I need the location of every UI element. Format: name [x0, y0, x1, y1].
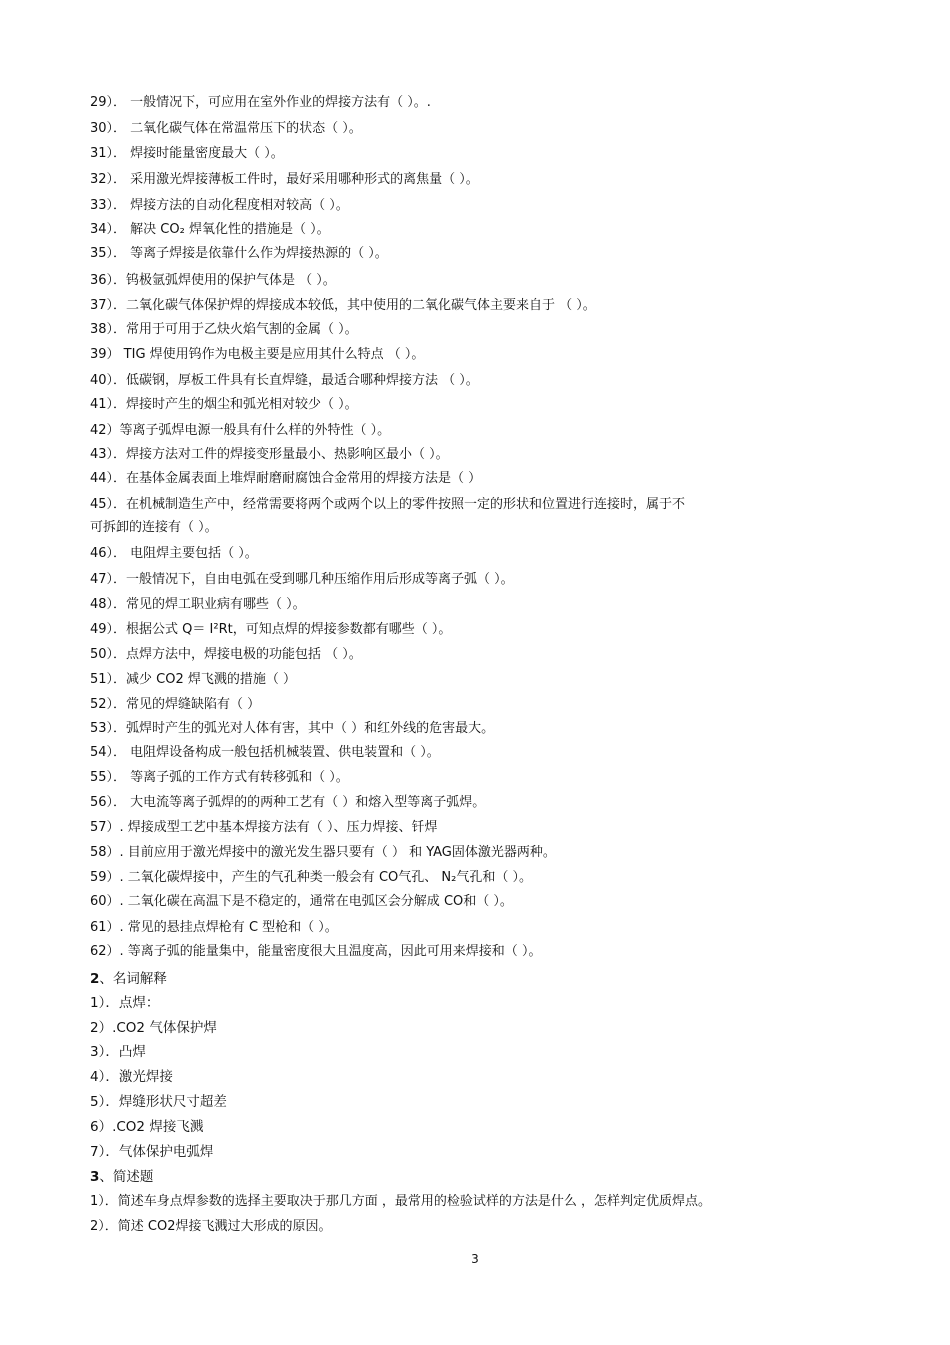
question-53: 53）．弧焊时产生的弧光对人体有害，其中（ ）和红外线的危害最大。: [90, 721, 495, 736]
question-36: 36）．钨极氩弧焊使用的保护气体是 （ ）。: [90, 273, 336, 288]
definition-item-6: 6）.CO2 焊接飞溅: [90, 1119, 204, 1135]
question-35: 35）． 等离子焊接是依靠什么作为焊接热源的（ ）。: [90, 246, 388, 261]
question-34: 34）． 解决 CO₂ 焊氧化性的措施是（ ）。: [90, 222, 330, 237]
question-61: 61）. 常见的悬挂点焊枪有 C 型枪和（ ）。: [90, 920, 338, 935]
question-47: 47）．一般情况下，自由电弧在受到哪几种压缩作用后形成等离子弧（ ）。: [90, 572, 514, 587]
question-32: 32）． 采用激光焊接薄板工件时，最好采用哪种形式的离焦量（ ）。: [90, 172, 479, 187]
question-45: 45）．在机械制造生产中，经常需要将两个或两个以上的零件按照一定的形状和位置进行连接时，属于不: [90, 497, 686, 512]
question-54: 54）． 电阻焊设备构成一般包括机械装置、供电装置和（ ）。: [90, 745, 440, 760]
section-heading-essays: 3、简述题: [90, 1169, 154, 1185]
question-30: 30）． 二氧化碳气体在常温常压下的状态（ ）。: [90, 121, 362, 136]
question-52: 52）．常见的焊缝缺陷有（ ）: [90, 697, 261, 712]
question-49: 49）．根据公式 Q＝ I²Rt，可知点焊的焊接参数都有哪些（ ）。: [90, 622, 452, 637]
question-59: 59）. 二氧化碳焊接中，产生的气孔种类一般会有 CO气孔、 N₂气孔和（ ）。: [90, 870, 532, 885]
question-56: 56）． 大电流等离子弧焊的的两种工艺有（ ）和熔入型等离子弧焊。: [90, 795, 486, 810]
definition-item-2: 2）.CO2 气体保护焊: [90, 1020, 217, 1036]
definition-item-5: 5）．焊缝形状尺寸超差: [90, 1094, 227, 1110]
section-heading-definitions: 2、名词解释: [90, 971, 167, 987]
question-31: 31）． 焊接时能量密度最大（ ）。: [90, 146, 284, 161]
question-37: 37）．二氧化碳气体保护焊的焊接成本较低，其中使用的二氧化碳气体主要来自于 （ ）。: [90, 298, 596, 313]
question-62: 62）. 等离子弧的能量集中，能量密度很大且温度高，因此可用来焊接和（ ）。: [90, 944, 542, 959]
essay-item-2: 2）．简述 CO2焊接飞溅过大形成的原因。: [90, 1219, 332, 1234]
question-38: 38）．常用于可用于乙炔火焰气割的金属（ ）。: [90, 322, 358, 337]
question-45-continuation: 可拆卸的连接有（ ）。: [90, 520, 218, 535]
question-55: 55）． 等离子弧的工作方式有转移弧和（ ）。: [90, 770, 349, 785]
question-57: 57）. 焊接成型工艺中基本焊接方法有（ ）、压力焊接、钎焊: [90, 820, 438, 835]
question-58: 58）. 目前应用于激光焊接中的激光发生器只要有（ ） 和 YAG固体激光器两种。: [90, 845, 556, 860]
question-42: 42）等离子弧焊电源一般具有什么样的外特性（ ）。: [90, 423, 391, 438]
question-29: 29）． 一般情况下，可应用在室外作业的焊接方法有（ ）。.: [90, 95, 431, 110]
definition-item-3: 3）．凸焊: [90, 1044, 146, 1060]
question-50: 50）．点焊方法中，焊接电极的功能包括 （ ）。: [90, 647, 362, 662]
question-46: 46）． 电阻焊主要包括（ ）。: [90, 546, 258, 561]
definition-item-1: 1）．点焊：: [90, 995, 160, 1011]
essay-item-1: 1）．简述车身点焊参数的选择主要取决于那几方面 ，最常用的检验试样的方法是什么 ，怎样判定优质焊点。: [90, 1194, 712, 1209]
question-43: 43）．焊接方法对工件的焊接变形量最小、热影响区最小（ ）。: [90, 447, 449, 462]
question-51: 51）．减少 CO2 焊飞溅的措施（ ）: [90, 672, 297, 687]
question-44: 44）．在基体金属表面上堆焊耐磨耐腐蚀合金常用的焊接方法是（ ）: [90, 471, 482, 486]
definition-item-7: 7）．气体保护电弧焊: [90, 1144, 214, 1160]
page-number: 3: [471, 1252, 479, 1266]
question-48: 48）．常见的焊工职业病有哪些（ ）。: [90, 597, 306, 612]
question-41: 41）．焊接时产生的烟尘和弧光相对较少（ ）。: [90, 397, 358, 412]
definition-item-4: 4）．激光焊接: [90, 1069, 173, 1085]
question-39: 39） TIG 焊使用钨作为电极主要是应用其什么特点 （ ）。: [90, 347, 425, 362]
question-33: 33）． 焊接方法的自动化程度相对较高（ ）。: [90, 198, 349, 213]
question-60: 60）. 二氧化碳在高温下是不稳定的，通常在电弧区会分解成 CO和（ ）。: [90, 894, 513, 909]
question-40: 40）．低碳钢，厚板工件具有长直焊缝，最适合哪种焊接方法 （ ）。: [90, 373, 479, 388]
